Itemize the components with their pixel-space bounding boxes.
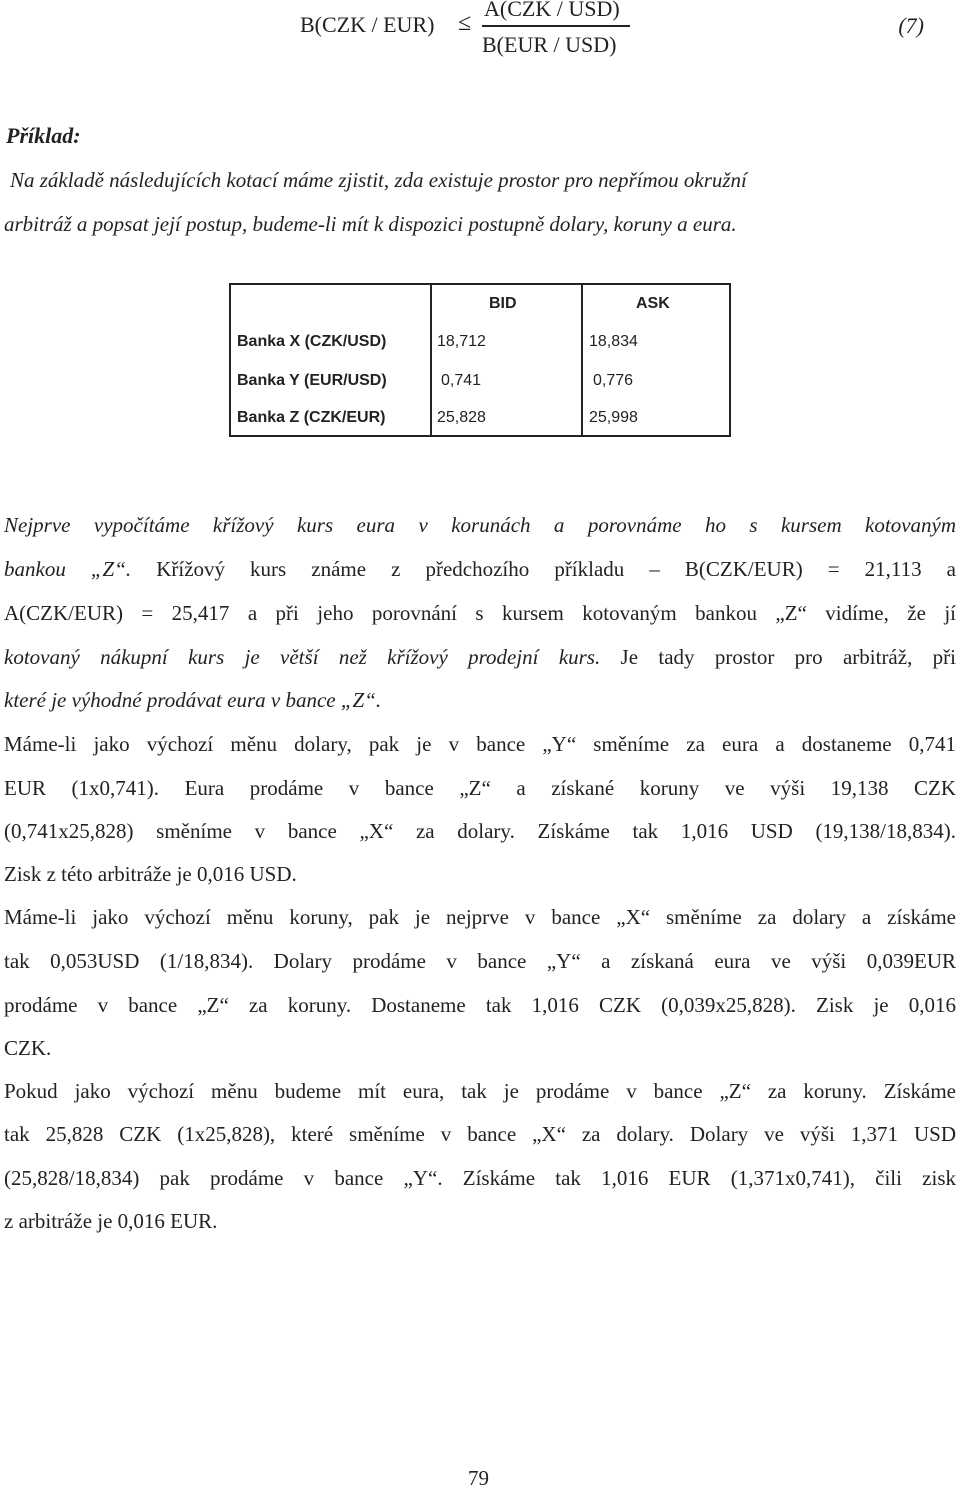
p1-line-4-italic: kotovaný nákupní kurs je větší než křížový prodejní kurs. [4, 645, 601, 669]
row-bank-z: Banka Z (CZK/EUR) [237, 409, 386, 426]
p4-line-2-b: Dolary ve výši 1,371 USD [673, 1122, 956, 1146]
p2-line-2 [4, 776, 956, 801]
ask-bank-x: 18,834 [589, 333, 638, 350]
formula-lhs: B(CZK / EUR) [300, 12, 435, 37]
p3-line-1: Máme-li jako výchozí měnu koruny, pak je nejprve v bance „X“ směníme za dolary a získáme [4, 905, 956, 929]
p1-line-4-regular: Je tady prostor pro arbitráž, při [600, 645, 956, 669]
p1-line-2-italic: bankou „Z“. [4, 557, 132, 581]
p4-line-3 [4, 1166, 956, 1191]
example-heading: Příklad: [6, 123, 81, 148]
p2-line-3-b: Získáme tak 1,016 USD (19,138/18,834). [514, 819, 957, 843]
p1-line-3: A(CZK/EUR) = 25,417 a při jeho porovnání s kursem kotovaným bankou „Z“ vidíme, že jí [4, 601, 956, 625]
p1-line-2-regular: Křížový kurs známe z předchozího příkladu – B(CZK/EUR) = 21,113 a [131, 557, 956, 581]
formula-denominator: B(EUR / USD) [482, 32, 617, 57]
p3-line-4: CZK. [4, 1036, 52, 1060]
p4-line-2-a: tak 25,828 CZK (1x25,828), které směníme v bance „X“ za dolary. [4, 1122, 674, 1146]
p4-line-4: z arbitráže je 0,016 EUR. [4, 1209, 218, 1233]
p2-line-2-regular-a: EUR (1x0,741). [4, 776, 160, 800]
header-bid: BID [489, 295, 517, 312]
p4-line-1: Pokud jako výchozí měnu budeme mít eura, tak je prodáme v bance „Z“ za koruny. Získáme [4, 1079, 956, 1103]
intro-line-2: arbitráž a popsat její postup, budeme-li mít k dispozici postupně dolary, koruny a eura. [4, 212, 737, 236]
quote-table [229, 283, 731, 437]
ask-bank-y: 0,776 [593, 372, 634, 389]
ask-bank-z: 25,998 [589, 409, 638, 426]
p1-line-4 [4, 645, 956, 670]
row-bank-y: Banka Y (EUR/USD) [237, 372, 387, 389]
bid-bank-y: 0,741 [441, 372, 482, 389]
p1-line-1: Nejprve vypočítáme křížový kurs eura v korunách a porovnáme ho s kursem kotovaným [4, 513, 956, 537]
p1-line-2 [4, 557, 956, 582]
p3-line-2-a: tak 0,053USD (1/18,834). [4, 949, 254, 973]
bid-bank-x: 18,712 [437, 333, 486, 350]
p2-line-2-regular-b: Eura prodáme v bance „Z“ a získané koruny ve výši 19,138 CZK [159, 776, 956, 800]
table-divider-1 [430, 285, 432, 435]
table-divider-2 [581, 285, 583, 435]
fraction-line [482, 25, 630, 27]
p2-line-4: Zisk z této arbitráže je 0,016 USD. [4, 862, 297, 886]
p4-line-3-b: Získáme tak 1,016 EUR (1,371x0,741), čili zisk [442, 1166, 956, 1190]
p4-line-2 [4, 1122, 956, 1147]
p3-line-2 [4, 949, 956, 974]
bid-bank-z: 25,828 [437, 409, 486, 426]
page-number: 79 [468, 1466, 489, 1490]
p2-line-1: Máme-li jako výchozí měnu dolary, pak je v bance „Y“ směníme za eura a dostaneme 0,741 [4, 732, 956, 756]
p3-line-2-b: Dolary prodáme v bance „Y“ a získaná eura ve výši 0,039EUR [253, 949, 956, 973]
p2-line-3 [4, 819, 956, 844]
equation-number: (7) [898, 13, 924, 38]
p1-line-5: které je výhodné prodávat eura v bance „Z“. [4, 688, 382, 712]
p4-line-3-a: (25,828/18,834) pak prodáme v bance „Y“. [4, 1166, 443, 1190]
formula-numerator: A(CZK / USD) [484, 0, 620, 21]
p3-line-3: prodáme v bance „Z“ za koruny. Dostaneme tak 1,016 CZK (0,039x25,828). Zisk je 0,016 [4, 993, 956, 1017]
intro-line-1: Na základě následujících kotací máme zjistit, zda existuje prostor pro nepřímou okružní [10, 168, 747, 192]
formula-leq-sign: ≤ [458, 10, 472, 36]
row-bank-x: Banka X (CZK/USD) [237, 333, 387, 350]
p2-line-3-a: (0,741x25,828) směníme v bance „X“ za dolary. [4, 819, 515, 843]
header-ask: ASK [636, 295, 670, 312]
